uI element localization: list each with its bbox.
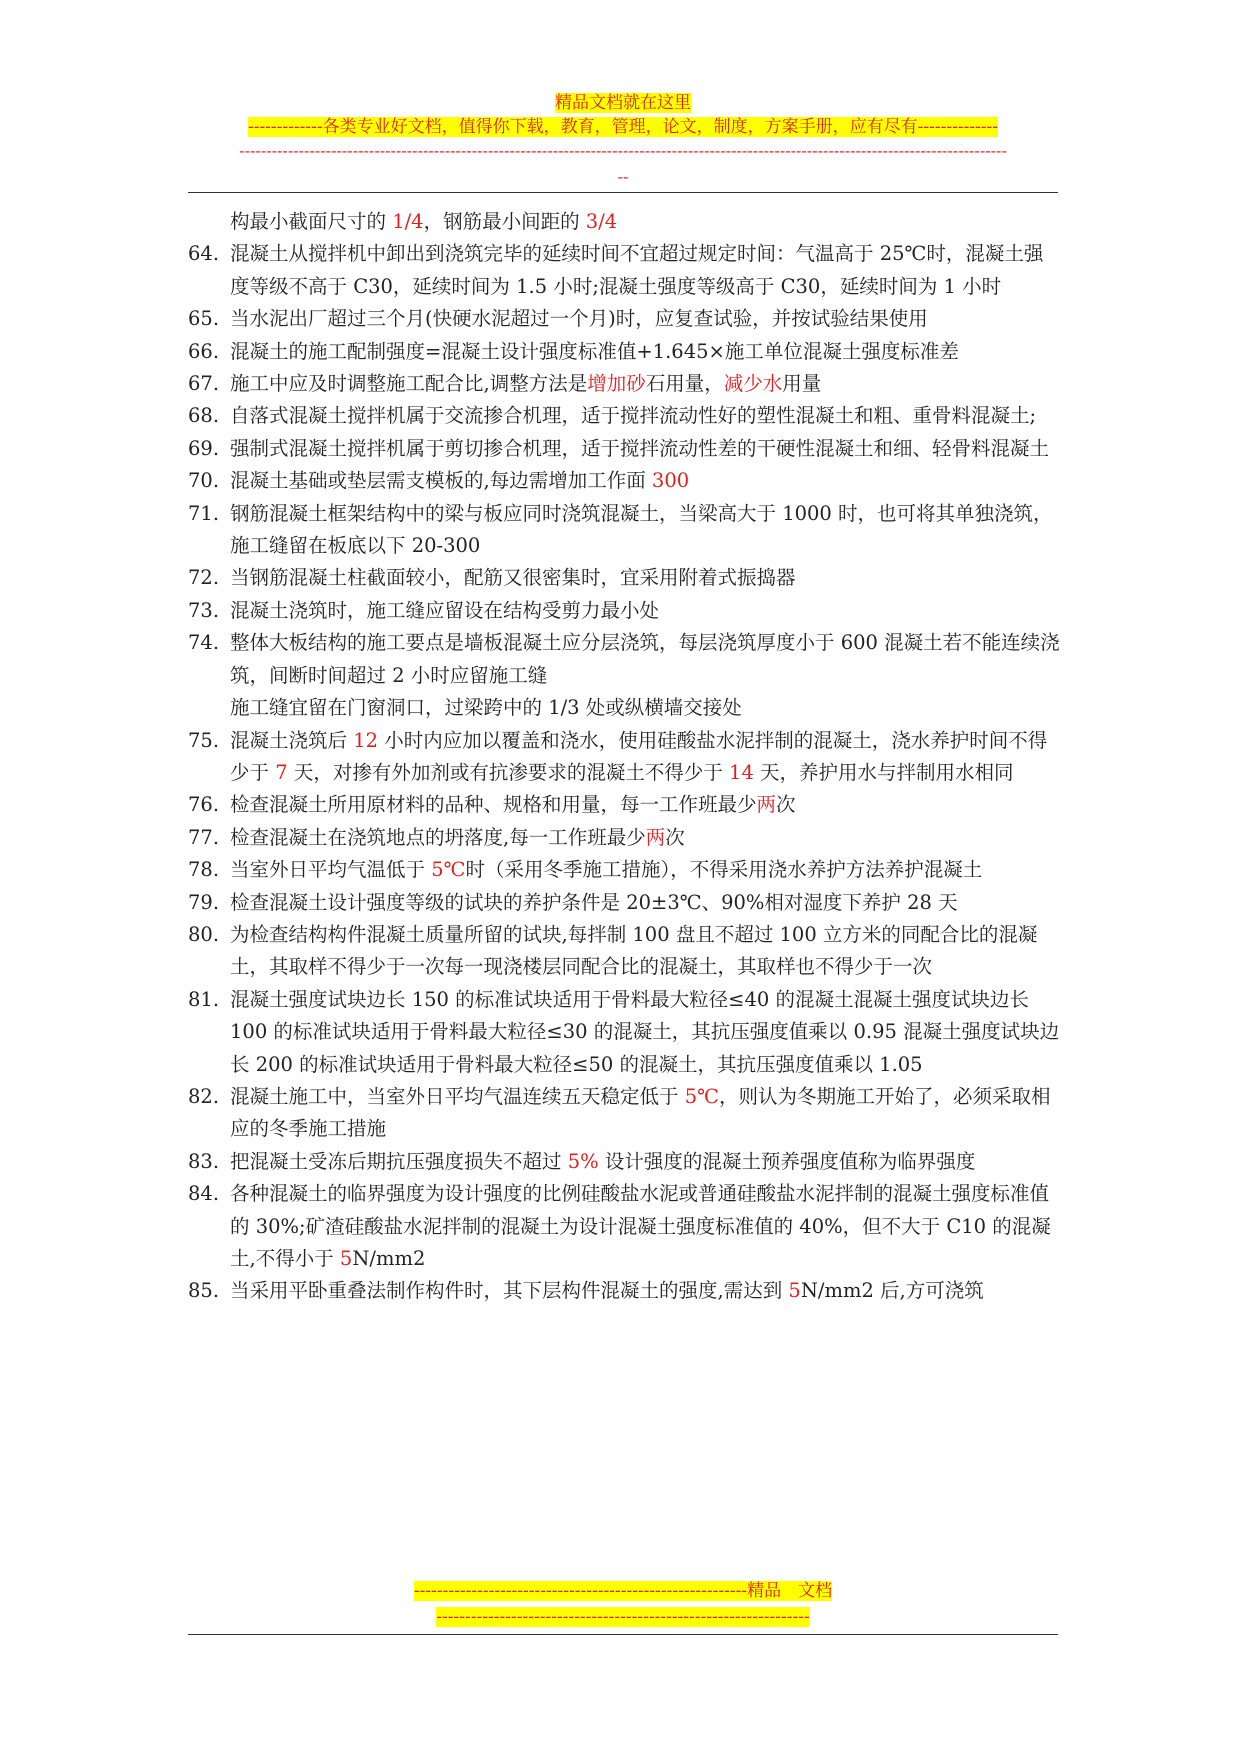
text-run: 石用量， <box>645 372 724 396</box>
list-item <box>188 692 1060 724</box>
list-item <box>188 498 1060 563</box>
list-item-number: 74. <box>188 631 220 655</box>
list-item-text <box>230 1146 1060 1178</box>
list-item-number: 72. <box>188 566 220 590</box>
header-title-wrap <box>188 90 1058 116</box>
list-item <box>188 789 1060 821</box>
list-item-number: 69. <box>188 436 220 460</box>
list-item <box>188 854 1060 886</box>
intro-highlight: 3/4 <box>585 210 618 233</box>
list-item-number: 81. <box>188 987 220 1011</box>
intro-line <box>188 206 1060 238</box>
list-item-text <box>230 692 1060 724</box>
footer-line1: ----------------------------------------------------------精品 文档 <box>413 1581 833 1601</box>
list-item <box>188 562 1060 594</box>
list-item-text <box>230 854 1060 886</box>
text-run: 当室外日平均气温低于 <box>230 858 432 882</box>
list-item-text <box>230 595 1060 627</box>
text-run: 混凝土从搅拌机中卸出到浇筑完毕的延续时间不宜超过规定时间：气温高于 25℃时，混凝土强度等级不高于 C30，延续时间为 1.5 小时;混凝土强度等级高于 C30，延续时间为 1 小时 <box>230 242 1044 298</box>
list-item-number: 68. <box>188 404 220 428</box>
text-run: 为检查结构构件混凝土质量所留的试块,每拌制 100 盘且不超过 100 立方米的同配合比的混凝土，其取样不得少于一次每一现浇楼层同配合比的混凝土，其取样也不得少于一次 <box>230 922 1038 979</box>
list-item-text <box>230 984 1060 1081</box>
list-item-number: 76. <box>188 793 220 817</box>
text-run: 小时内应加以覆盖和浇水，使用硅酸盐水泥拌制的混凝土，浇水养护时间不得少于 <box>230 728 1048 784</box>
text-run: 检查混凝土所用原材料的品种、规格和用量，每一工作班最少 <box>230 793 757 817</box>
list-item-text <box>230 498 1060 563</box>
header-rule <box>188 192 1058 193</box>
highlighted-value: 14 <box>729 760 754 784</box>
list-item-text <box>230 433 1060 465</box>
highlighted-value: 5 <box>788 1279 801 1303</box>
list-item <box>188 1178 1060 1275</box>
text-run: 混凝土基础或垫层需支模板的,每边需增加工作面 <box>230 469 652 493</box>
header-subtitle: -------------各类专业好文档，值得你下载，教育，管理，论文，制度，方案手册，应有尽有-------------- <box>247 117 999 137</box>
list-item-text <box>230 1275 1060 1307</box>
text-run: 各种混凝土的临界强度为设计强度的比例硅酸盐水泥或普通硅酸盐水泥拌制的混凝土强度标准值的 30%;矿渣硅酸盐水泥拌制的混凝土为设计混凝土强度标准值的 40%，但不大于 C10 的混凝土,不得小于 <box>230 1182 1051 1270</box>
text-run: N/mm2 <box>352 1247 426 1270</box>
list-item-text <box>230 1081 1060 1146</box>
list-item <box>188 725 1060 790</box>
list-item <box>188 1146 1060 1178</box>
highlighted-value: 两 <box>645 825 666 849</box>
text-run: 把混凝土受冻后期抗压强度损失不超过 <box>230 1149 568 1173</box>
list-item-text <box>230 919 1060 984</box>
list-item <box>188 919 1060 984</box>
text-run: 混凝土浇筑时，施工缝应留设在结构受剪力最小处 <box>230 598 660 622</box>
list-item-text <box>230 887 1060 919</box>
text-run: 当钢筋混凝土柱截面较小，配筋又很密集时，宜采用附着式振捣器 <box>230 566 796 590</box>
text-run: N/mm2 后,方可浇筑 <box>800 1279 984 1303</box>
list-item-text <box>230 238 1060 303</box>
highlighted-value: 5 <box>339 1247 353 1270</box>
text-run: 当水泥出厂超过三个月(快硬水泥超过一个月)时，应复查试验，并按试验结果使用 <box>230 307 928 331</box>
intro-text: ，钢筋最小间距的 <box>423 210 586 233</box>
list-item-number: 77. <box>188 825 220 849</box>
list-item <box>188 822 1060 854</box>
text-run: 检查混凝土设计强度等级的试块的养护条件是 20±3℃、90%相对湿度下养护 28 天 <box>230 890 958 914</box>
text-run: 混凝土浇筑后 <box>230 728 354 752</box>
highlighted-value: 两 <box>756 793 777 817</box>
list-item <box>188 1081 1060 1146</box>
list-item-text <box>230 1178 1060 1275</box>
list-item-text <box>230 789 1060 821</box>
list-item-text <box>230 303 1060 335</box>
highlighted-value: 5℃ <box>431 858 466 882</box>
list-item-number: 64. <box>188 242 220 266</box>
list-item <box>188 433 1060 465</box>
text-run: 天，对掺有外加剂或有抗渗要求的混凝土不得少于 <box>287 760 730 784</box>
text-run: 施工中应及时调整施工配合比,调整方法是 <box>230 372 588 396</box>
text-run: 自落式混凝土搅拌机属于交流掺合机理，适于搅拌流动性好的塑性混凝土和粗、重骨料混凝土; <box>230 404 1037 428</box>
list-item <box>188 627 1060 692</box>
list-item-text <box>230 400 1060 432</box>
text-run: 混凝土强度试块边长 150 的标准试块适用于骨料最大粒径≤40 的混凝土混凝土强度试块边长 100 的标准试块适用于骨料最大粒径≤30 的混凝土，其抗压强度值乘以 0.95 混凝土强度试块边长 200 的标准试块适用于骨料最大粒径≤50 的混凝土，其抗压强度值乘以 1.05 <box>230 987 1060 1076</box>
highlighted-value: 增加砂 <box>587 372 646 396</box>
footer-line2: ----------------------------------------------------------------- <box>436 1607 810 1627</box>
text-run: 钢筋混凝土框架结构中的梁与板应同时浇筑混凝土，当梁高大于 1000 时，也可将其单独浇筑，施工缝留在板底以下 20-300 <box>230 501 1053 558</box>
document-body <box>188 206 1060 1308</box>
text-run: 次 <box>665 825 685 849</box>
list-item-number: 84. <box>188 1182 220 1206</box>
text-run: 用量 <box>782 372 822 396</box>
footer <box>188 1578 1058 1630</box>
text-run: 整体大板结构的施工要点是墙板混凝土应分层浇筑，每层浇筑厚度小于 600 混凝土若不能连续浇筑，间断时间超过 2 小时应留施工缝 <box>230 631 1060 687</box>
list-item-number <box>188 692 230 724</box>
list-item <box>188 238 1060 303</box>
text-run: 次 <box>776 793 796 817</box>
header-dashes <box>188 138 1058 190</box>
list-item-text <box>230 336 1060 368</box>
list-item-text <box>230 368 1060 400</box>
header-title: 精品文档就在这里 <box>555 93 691 113</box>
numbered-list <box>188 238 1060 1307</box>
highlighted-value: 5% <box>567 1149 599 1173</box>
list-item-text <box>230 822 1060 854</box>
list-item <box>188 595 1060 627</box>
list-item-number: 70. <box>188 469 220 493</box>
list-item-number: 82. <box>188 1084 220 1108</box>
text-run: 天，养护用水与拌制用水相同 <box>753 760 1014 784</box>
highlighted-value: 7 <box>275 760 288 784</box>
list-item-number: 83. <box>188 1149 220 1173</box>
text-run: 混凝土施工中，当室外日平均气温连续五天稳定低于 <box>230 1084 685 1108</box>
list-item-text <box>230 562 1060 594</box>
list-item-number: 67. <box>188 372 220 396</box>
list-item-number: 66. <box>188 339 220 363</box>
list-item <box>188 368 1060 400</box>
list-item-text <box>230 465 1060 497</box>
list-item <box>188 887 1060 919</box>
list-item-text <box>230 725 1060 790</box>
text-run: 时（采用冬季施工措施），不得采用浇水养护方法养护混凝土 <box>465 858 983 882</box>
header-subtitle-wrap <box>188 114 1058 140</box>
list-item-number: 80. <box>188 922 220 946</box>
list-item <box>188 400 1060 432</box>
text-run: 强制式混凝土搅拌机属于剪切掺合机理，适于搅拌流动性差的干硬性混凝土和细、轻骨料混凝土 <box>230 436 1050 460</box>
list-item-number: 75. <box>188 728 220 752</box>
list-item-number: 71. <box>188 501 220 525</box>
list-item-number: 78. <box>188 858 220 882</box>
list-item <box>188 984 1060 1081</box>
list-item-number: 79. <box>188 890 220 914</box>
header-dash-line: ---------------------------------------------------------------------------------------------------------------------------------------------- <box>239 141 1007 160</box>
text-run: 施工缝宜留在门窗洞口，过梁跨中的 1/3 处或纵横墙交接处 <box>230 696 742 720</box>
list-item-number: 73. <box>188 598 220 622</box>
footer-rule <box>188 1634 1058 1635</box>
list-item <box>188 303 1060 335</box>
intro-highlight: 1/4 <box>392 210 424 233</box>
text-run: 设计强度的混凝土预养强度值称为临界强度 <box>598 1149 976 1173</box>
text-run: ，则认为冬期施工开始了，必须采取相应的冬季施工措施 <box>230 1084 1051 1141</box>
list-item-text <box>230 627 1060 692</box>
text-run: 当采用平卧重叠法制作构件时，其下层构件混凝土的强度,需达到 <box>230 1279 789 1303</box>
header-dash-tail: -- <box>617 167 629 186</box>
list-item <box>188 336 1060 368</box>
highlighted-value: 12 <box>353 728 379 752</box>
list-item <box>188 465 1060 497</box>
text-run: 混凝土的施工配制强度=混凝土设计强度标准值+1.645×施工单位混凝土强度标准差 <box>230 339 959 363</box>
highlighted-value: 减少水 <box>723 372 783 396</box>
list-item-number: 65. <box>188 307 220 331</box>
intro-text: 构最小截面尺寸的 <box>230 210 393 233</box>
text-run: 检查混凝土在浇筑地点的坍落度,每一工作班最少 <box>230 825 646 849</box>
highlighted-value: 5℃ <box>684 1084 719 1108</box>
list-item-number: 85. <box>188 1279 220 1303</box>
highlighted-value: 300 <box>651 469 690 493</box>
list-item <box>188 1275 1060 1307</box>
